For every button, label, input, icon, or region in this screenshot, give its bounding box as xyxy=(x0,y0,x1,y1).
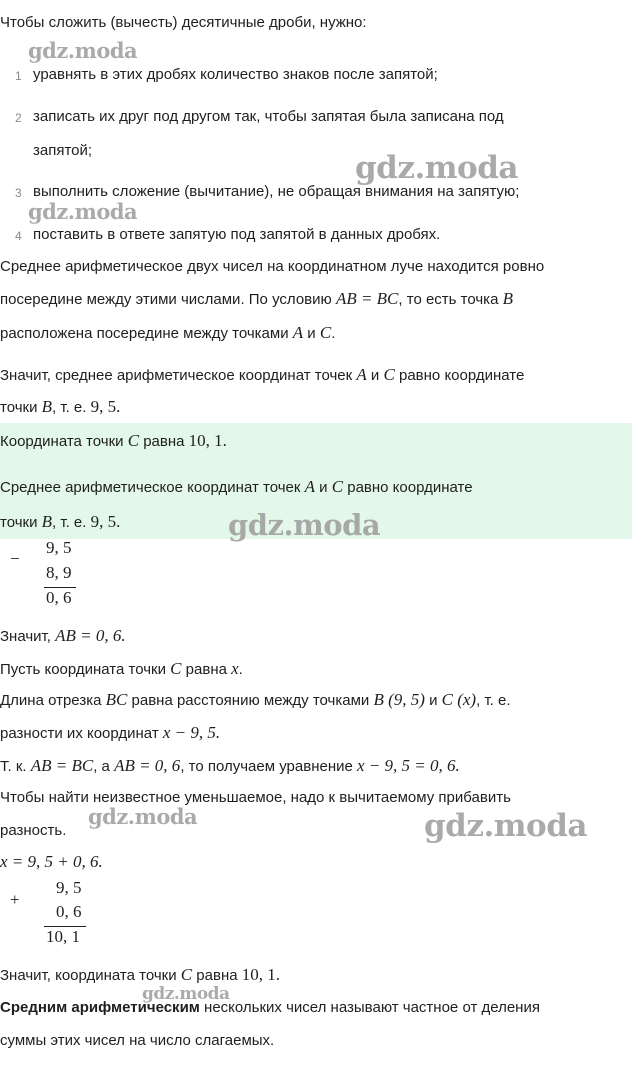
watermark: gdz.moda xyxy=(228,508,381,542)
result: 0, 6 xyxy=(46,588,72,607)
operand: 9, 5 xyxy=(46,538,72,557)
paragraph-line: расположена посередине между точками A и C. xyxy=(0,323,336,342)
watermark: gdz.moda xyxy=(142,984,230,1004)
watermark: gdz.moda xyxy=(424,808,587,844)
definition: Средним арифметическим нескольких чисел называют частное от деления xyxy=(0,999,540,1016)
highlight-line: Среднее арифметическое координат точек A и C равно координате xyxy=(0,477,473,496)
paragraph-line: посередине между этими числами. По условию AB = BC, то есть точка B xyxy=(0,289,513,308)
step-number: 3 xyxy=(15,186,22,200)
statement: Чтобы найти неизвестное уменьшаемое, надо к вычитаемому прибавить xyxy=(0,789,511,806)
watermark: gdz.moda xyxy=(28,199,138,224)
definition: суммы этих чисел на число слагаемых. xyxy=(0,1032,275,1049)
watermark: gdz.moda xyxy=(355,150,518,186)
step-number: 2 xyxy=(15,111,22,125)
step-text: уравнять в этих дробях количество знаков после запятой; xyxy=(33,66,438,83)
intro-text: Чтобы сложить (вычесть) десятичные дроби, нужно: xyxy=(0,14,367,31)
minus-sign: − xyxy=(10,549,20,568)
operand: 9, 5 xyxy=(56,878,82,897)
statement: Т. к. AB = BC, а AB = 0, 6, то получаем уравнение x − 9, 5 = 0, 6. xyxy=(0,756,460,775)
step-text: поставить в ответе запятую под запятой в данных дробях. xyxy=(33,226,441,243)
step-text: выполнить сложение (вычитание), не обращая внимания на запятую; xyxy=(33,183,520,200)
operand: 8, 9 xyxy=(46,563,72,582)
statement: разность. xyxy=(0,822,67,839)
step-number: 4 xyxy=(15,229,22,243)
result: 10, 1 xyxy=(46,927,80,946)
step-text: запятой; xyxy=(33,142,93,159)
statement: Значит, AB = 0, 6. xyxy=(0,626,126,645)
highlight-line: точки B, т. е. 9, 5. xyxy=(0,512,121,531)
step-number: 1 xyxy=(15,69,22,83)
paragraph-line: точки B, т. е. 9, 5. xyxy=(0,397,121,416)
operand: 0, 6 xyxy=(56,902,82,921)
statement: Пусть координата точки C равна x. xyxy=(0,659,243,678)
statement: Длина отрезка BC равна расстоянию между точками B (9, 5) и C (x), т. е. xyxy=(0,690,511,709)
paragraph-line: Значит, среднее арифметическое координат точек A и C равно координате xyxy=(0,365,525,384)
watermark: gdz.moda xyxy=(88,804,198,829)
highlight-line: Координата точки C равна 10, 1. xyxy=(0,431,227,450)
watermark: gdz.moda xyxy=(28,38,138,63)
paragraph-line: Среднее арифметическое двух чисел на координатном луче находится ровно xyxy=(0,258,545,275)
equation: x = 9, 5 + 0, 6. xyxy=(0,852,103,871)
step-text: записать их друг под другом так, чтобы запятая была записана под xyxy=(33,108,504,125)
plus-sign: + xyxy=(10,890,20,909)
statement: разности их координат x − 9, 5. xyxy=(0,723,221,742)
statement: Значит, координата точки C равна 10, 1. xyxy=(0,965,281,984)
